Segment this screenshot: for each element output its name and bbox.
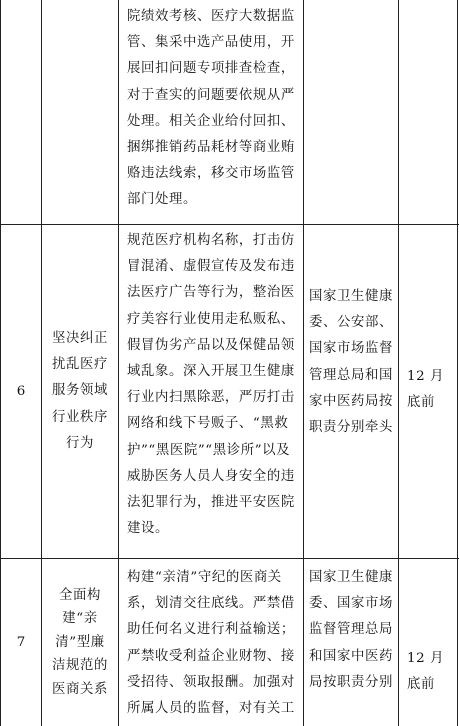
content-cell [127,228,299,542]
content-text: 规范医疗机构名称，打击仿冒混淆、虚假宣传及发布违法医疗广告等行为，整治医疗美容行业使用走私贩私、假冒伪劣产品以及保健品领域乱象。深入开展卫生健康行业内扫黑除恶，严厉打击网络和线下号贩子、“黑救护”“黑医院”“黑诊所”以及威胁医务人员人身安全的违法犯罪行为，推进平安医院建设。 [127,233,295,537]
row-number [1,225,41,558]
deadline-cell [407,364,453,416]
number-text: 7 [16,635,26,650]
item-text: 全面构建“亲清”型廉洁规范的医商关系 [52,587,108,697]
row-number [1,559,41,726]
item-cell [45,559,115,726]
table-border [398,0,399,726]
deadline-cell [407,646,453,698]
item-text: 坚决纠正扰乱医疗服务领域行业秩序行为 [52,330,108,451]
deadline-text: 12 月底前 [407,651,445,693]
dept-text: 国家卫生健康委、国家市场监督管理总局和国家中医药局按职责分别 [309,570,393,690]
table-row [127,4,298,214]
dept-cell [309,565,395,696]
table-border [457,0,458,726]
table-border [303,0,304,726]
table-border [118,0,119,726]
dept-cell [309,284,395,441]
item-cell [45,225,115,558]
deadline-text: 12 月底前 [407,369,445,411]
content-text: 构建“亲清”守纪的医商关系，划清交往底线。严禁借助任何名义进行利益输送；严禁收受利益企业财物、接受招待、领取报酬。加强对所属人员的监督，对有关工 [127,570,295,717]
content-cell [127,565,300,722]
content-cell: 院绩效考核、医疗大数据监管、集采中选产品使用，开展回扣问题专项排查检查，对于查实的问题要依规从严处理。相关企业给付回扣、捆绑推销药品耗材等商业贿赂违法线索，移交市场监管部门处理。 [127,9,295,208]
dept-text: 国家卫生健康委、公安部、国家市场监督管理总局和国家中医药局按职责分别牵头 [309,289,393,436]
table-border [41,0,42,726]
number-text: 6 [16,384,26,399]
